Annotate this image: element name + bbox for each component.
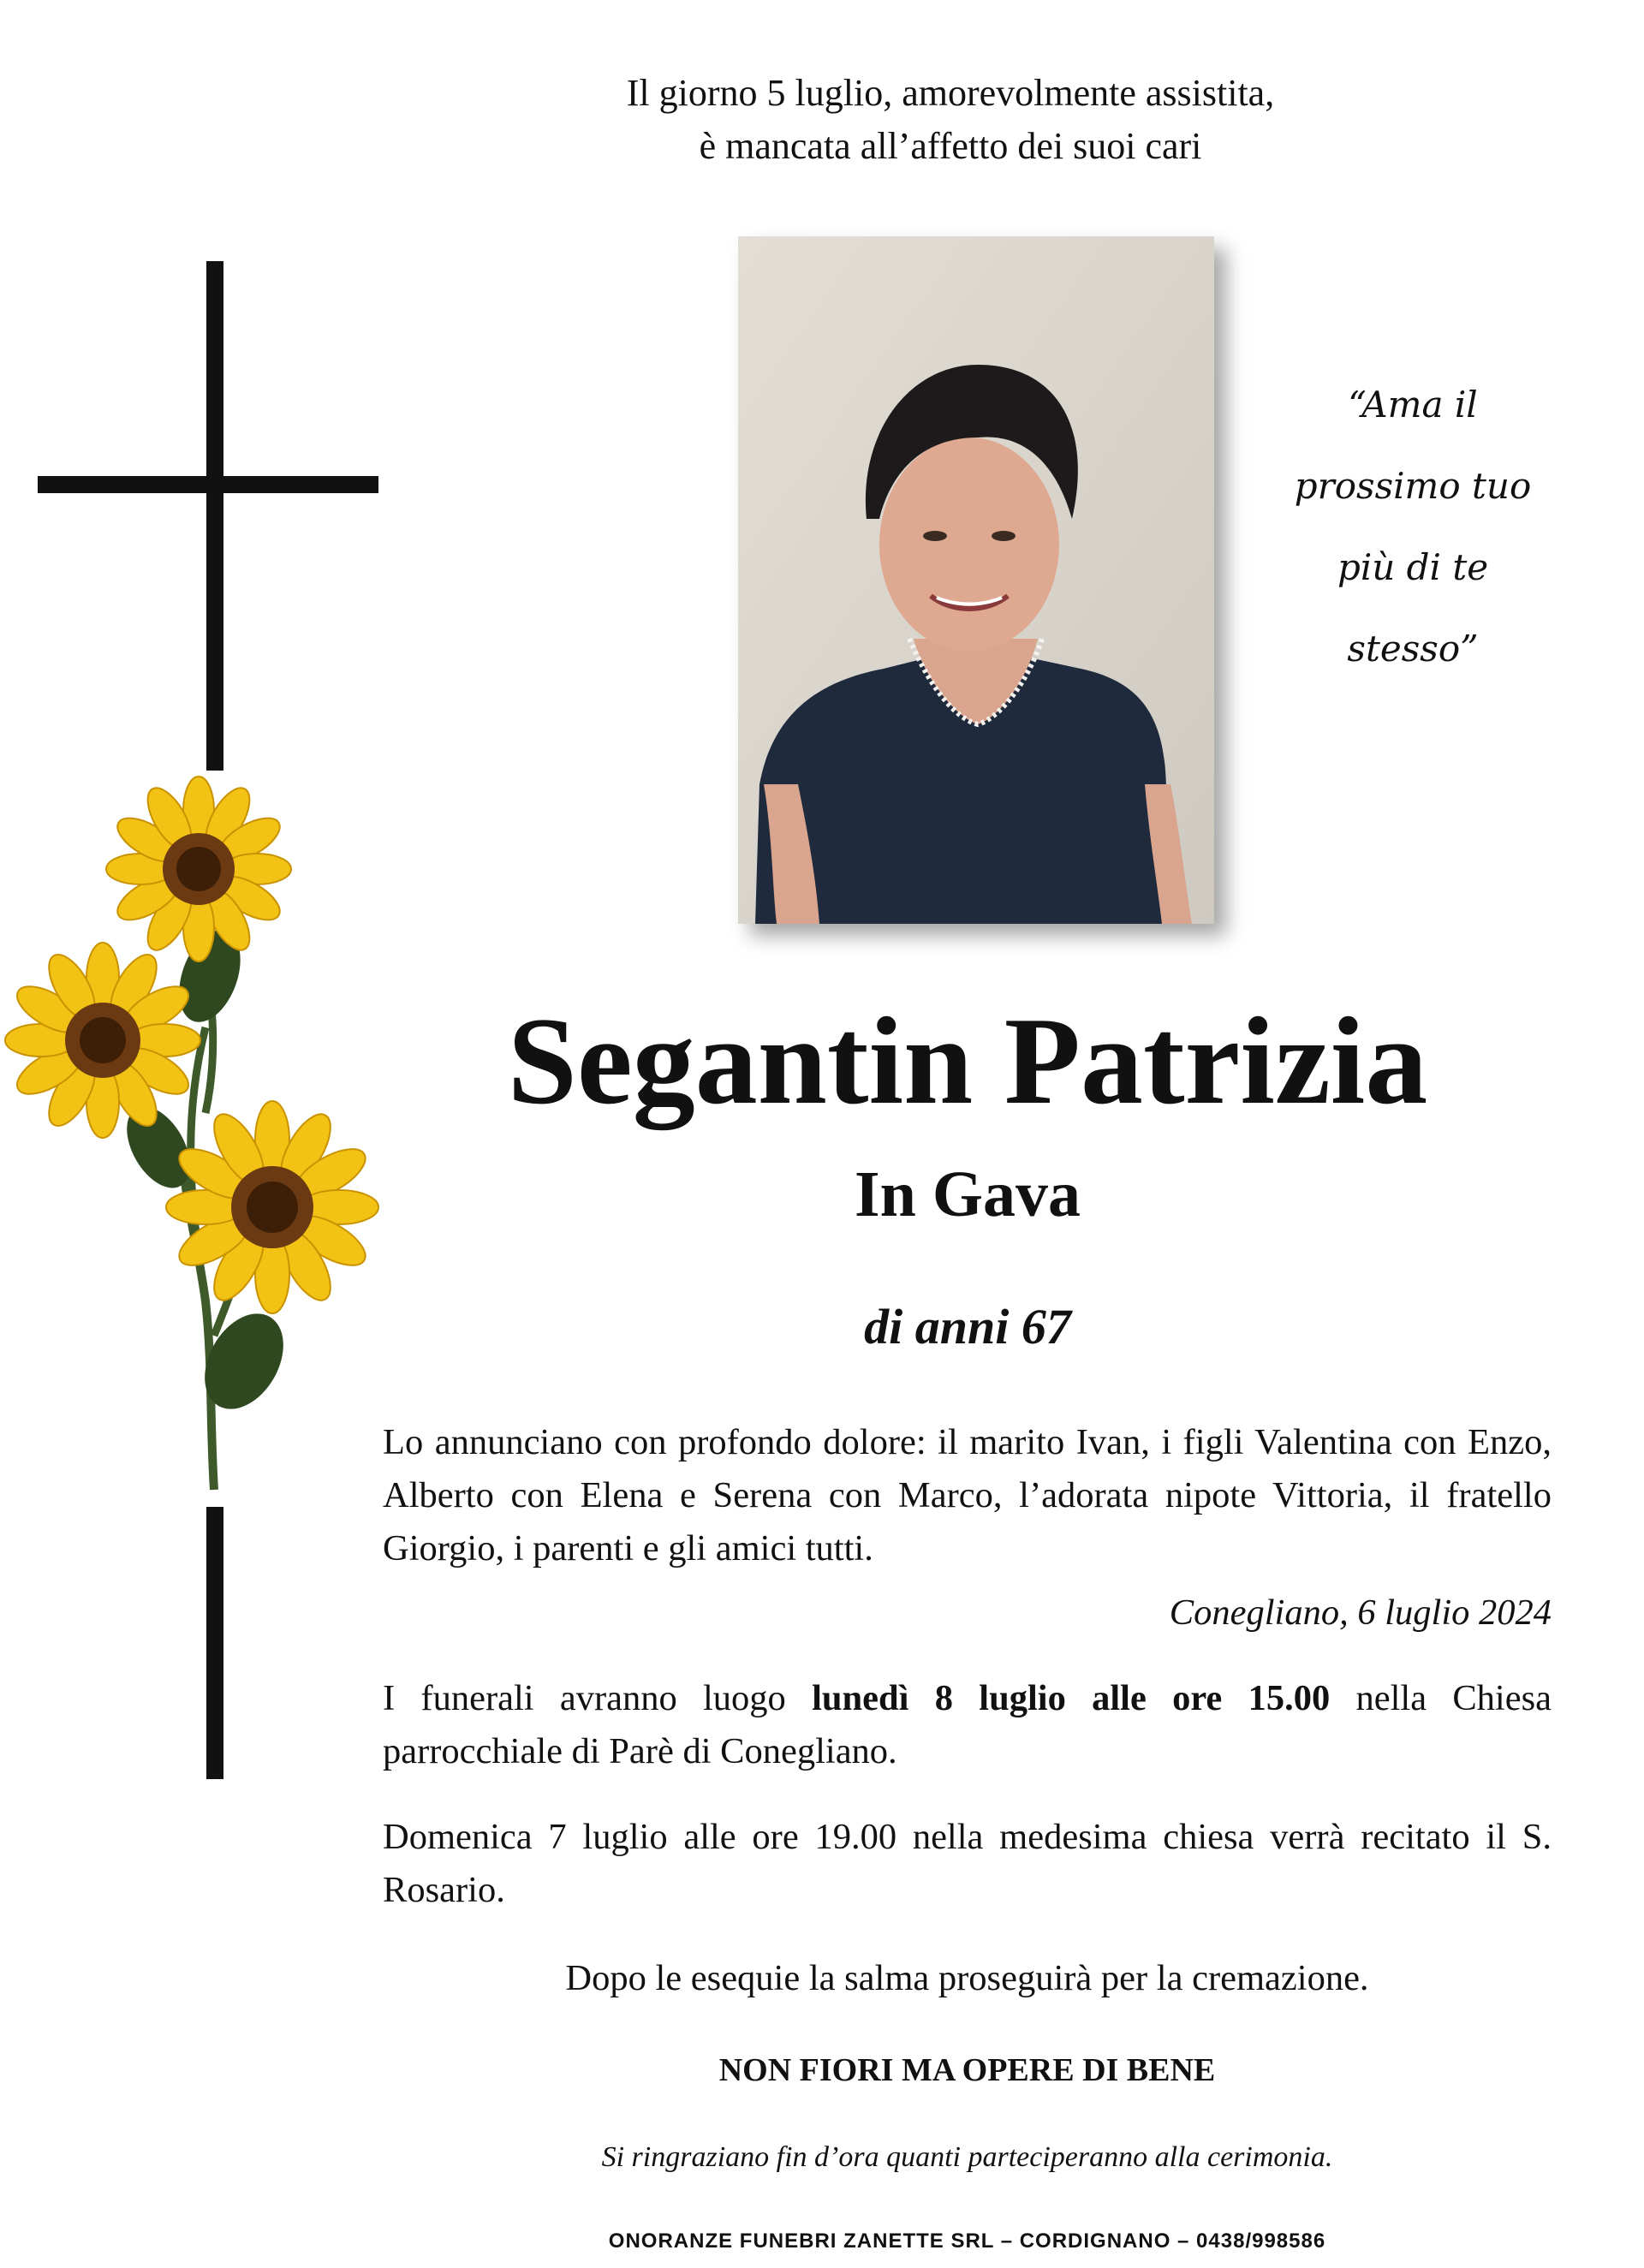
thanks-text: Si ringraziano fin d’ora quanti parteciperanno alla cerimonia. <box>601 2141 1333 2173</box>
intro-line-1: Il giorno 5 luglio, amorevolmente assistita, <box>626 72 1275 114</box>
quote <box>1267 364 1558 689</box>
portrait-photo <box>738 236 1214 924</box>
announcement-text: Lo annunciano con profondo dolore: il marito Ivan, i figli Valentina con Enzo, Alberto con Elena e Serena con Marco, l’adorata nipote Vittoria, il fratello Giorgio, i parenti e gli amici tutti. <box>383 1422 1552 1569</box>
quote-line-4: stesso” <box>1347 628 1479 670</box>
place-date: Conegliano, 6 luglio 2024 <box>1169 1592 1552 1633</box>
no-flowers-text: NON FIORI MA OPERE DI BENE <box>718 2052 1216 2088</box>
rosary-text: Domenica 7 luglio alle ore 19.00 nella medesima chiesa verrà recitato il S. Rosario. <box>383 1817 1552 1910</box>
funeral-when: lunedì 8 luglio alle ore 15.00 <box>812 1678 1331 1718</box>
funeral-prefix: I funerali avranno luogo <box>383 1678 813 1718</box>
cross-arm <box>38 476 378 493</box>
sunflowers-icon <box>0 771 394 1507</box>
age: di anni 67 <box>864 1299 1071 1354</box>
funeral-home-footer: ONORANZE FUNEBRI ZANETTE SRL – CORDIGNANO – 0438/998586 <box>608 2229 1326 2253</box>
quote-line-1: “Ama il <box>1348 384 1478 426</box>
quote-line-3: più di te <box>1337 546 1489 588</box>
cremation-text: Dopo le esequie la salma proseguirà per la cremazione. <box>565 1958 1369 1998</box>
funeral-suffix: nella Chiesa parrocchiale di Parè di Conegliano. <box>383 1678 1552 1771</box>
intro-text <box>480 67 1421 173</box>
deceased-name: Segantin Patrizia <box>507 991 1428 1130</box>
funeral-text <box>383 1672 1552 1778</box>
married-name: In Gava <box>855 1158 1081 1230</box>
quote-line-2: prossimo tuo <box>1294 465 1532 507</box>
intro-line-2: è mancata all’affetto dei suoi cari <box>699 125 1202 167</box>
